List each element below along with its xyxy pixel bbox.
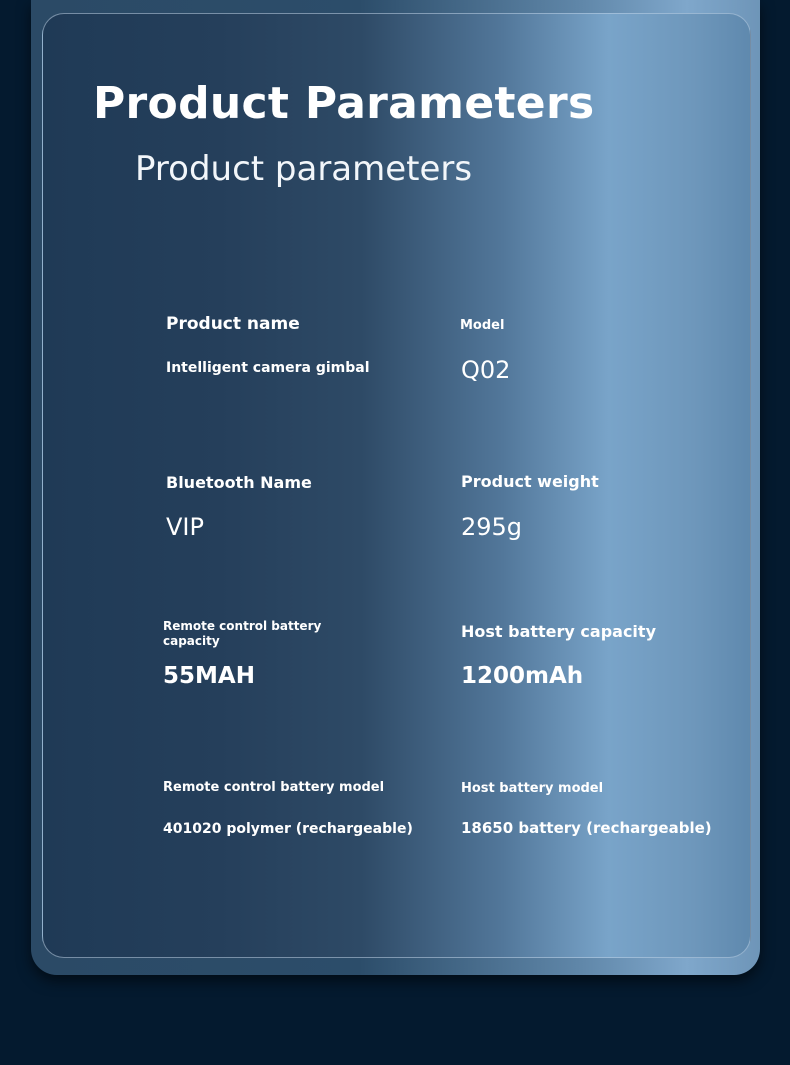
remote-battery-capacity-value: 55MAH [163,663,255,689]
model-label: Model [460,318,505,333]
bluetooth-name-label: Bluetooth Name [166,473,312,492]
remote-battery-capacity-label-line1: Remote control battery [163,619,322,633]
remote-battery-capacity-label-line2: capacity [163,634,220,648]
host-battery-model-value: 18650 battery (rechargeable) [461,819,712,837]
product-weight-label: Product weight [461,472,599,491]
model-value: Q02 [461,356,511,384]
host-battery-model-label: Host battery model [461,781,604,796]
product-name-value: Intelligent camera gimbal [166,360,370,376]
product-name-label: Product name [166,314,300,334]
page-title: Product Parameters [93,78,595,129]
page-subtitle: Product parameters [135,149,473,189]
product-weight-value: 295g [461,513,523,541]
bluetooth-name-value: VIP [166,513,204,541]
host-battery-capacity-value: 1200mAh [461,663,584,689]
host-battery-capacity-label: Host battery capacity [461,622,656,641]
remote-battery-capacity-label [163,619,321,649]
remote-battery-model-label: Remote control battery model [163,780,385,795]
remote-battery-model-value: 401020 polymer (rechargeable) [163,821,413,837]
